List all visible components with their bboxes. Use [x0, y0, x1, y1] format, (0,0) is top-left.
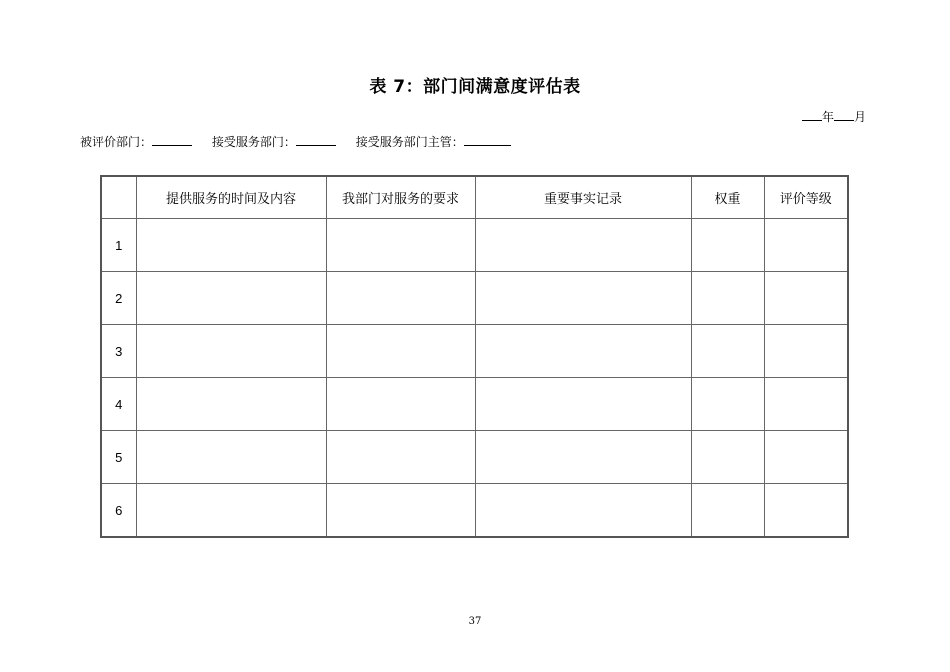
key-facts-cell — [475, 325, 691, 378]
table-row — [101, 431, 848, 484]
service-time-content-cell — [136, 219, 326, 272]
key-facts-cell — [475, 484, 691, 538]
page-number: 37 — [468, 616, 482, 627]
service-time-content-cell — [136, 272, 326, 325]
receiving-department-label: 接受服务部门： — [211, 135, 296, 149]
row-number: 3 — [101, 325, 136, 378]
receiving-supervisor-field — [356, 133, 511, 150]
receiving-supervisor-label: 接受服务部门主管： — [355, 135, 464, 149]
header-rating: 评价等级 — [764, 176, 848, 219]
row-number: 1 — [101, 219, 136, 272]
table-row — [101, 484, 848, 538]
service-time-content-cell — [136, 484, 326, 538]
year-blank — [802, 108, 822, 121]
rating-cell — [764, 272, 848, 325]
service-time-content-cell — [136, 378, 326, 431]
weight-cell — [691, 219, 764, 272]
rating-cell — [764, 431, 848, 484]
evaluated-department-blank — [152, 133, 192, 146]
weight-cell — [691, 378, 764, 431]
evaluation-table — [100, 175, 849, 538]
rating-cell — [764, 325, 848, 378]
header-weight: 权重 — [691, 176, 764, 219]
month-label: 月 — [853, 110, 866, 124]
rating-cell — [764, 219, 848, 272]
rating-cell — [764, 484, 848, 538]
meta-fields-row — [80, 133, 527, 150]
requirements-cell — [326, 484, 475, 538]
row-number: 4 — [101, 378, 136, 431]
rating-cell — [764, 378, 848, 431]
requirements-cell — [326, 378, 475, 431]
receiving-supervisor-blank — [464, 133, 511, 146]
weight-cell — [691, 431, 764, 484]
requirements-cell — [326, 325, 475, 378]
key-facts-cell — [475, 219, 691, 272]
table-row — [101, 378, 848, 431]
requirements-cell — [326, 219, 475, 272]
table-row — [101, 219, 848, 272]
key-facts-cell — [475, 431, 691, 484]
receiving-department-field — [212, 133, 336, 150]
table-row — [101, 325, 848, 378]
row-number: 2 — [101, 272, 136, 325]
receiving-department-blank — [296, 133, 336, 146]
weight-cell — [691, 272, 764, 325]
table-header-row — [101, 176, 848, 219]
requirements-cell — [326, 431, 475, 484]
year-label: 年 — [821, 110, 834, 124]
row-number: 5 — [101, 431, 136, 484]
table-row — [101, 272, 848, 325]
header-requirements: 我部门对服务的要求 — [326, 176, 475, 219]
date-line — [802, 108, 866, 125]
key-facts-cell — [475, 378, 691, 431]
month-blank — [834, 108, 854, 121]
header-number — [101, 176, 136, 219]
key-facts-cell — [475, 272, 691, 325]
row-number: 6 — [101, 484, 136, 538]
weight-cell — [691, 484, 764, 538]
requirements-cell — [326, 272, 475, 325]
evaluated-department-label: 被评价部门： — [80, 135, 153, 149]
evaluated-department-field — [80, 133, 192, 150]
weight-cell — [691, 325, 764, 378]
header-key-facts: 重要事实记录 — [475, 176, 691, 219]
document-title: 表 7：部门间满意度评估表 — [369, 77, 581, 97]
service-time-content-cell — [136, 431, 326, 484]
service-time-content-cell — [136, 325, 326, 378]
header-service-time-content: 提供服务的时间及内容 — [136, 176, 326, 219]
